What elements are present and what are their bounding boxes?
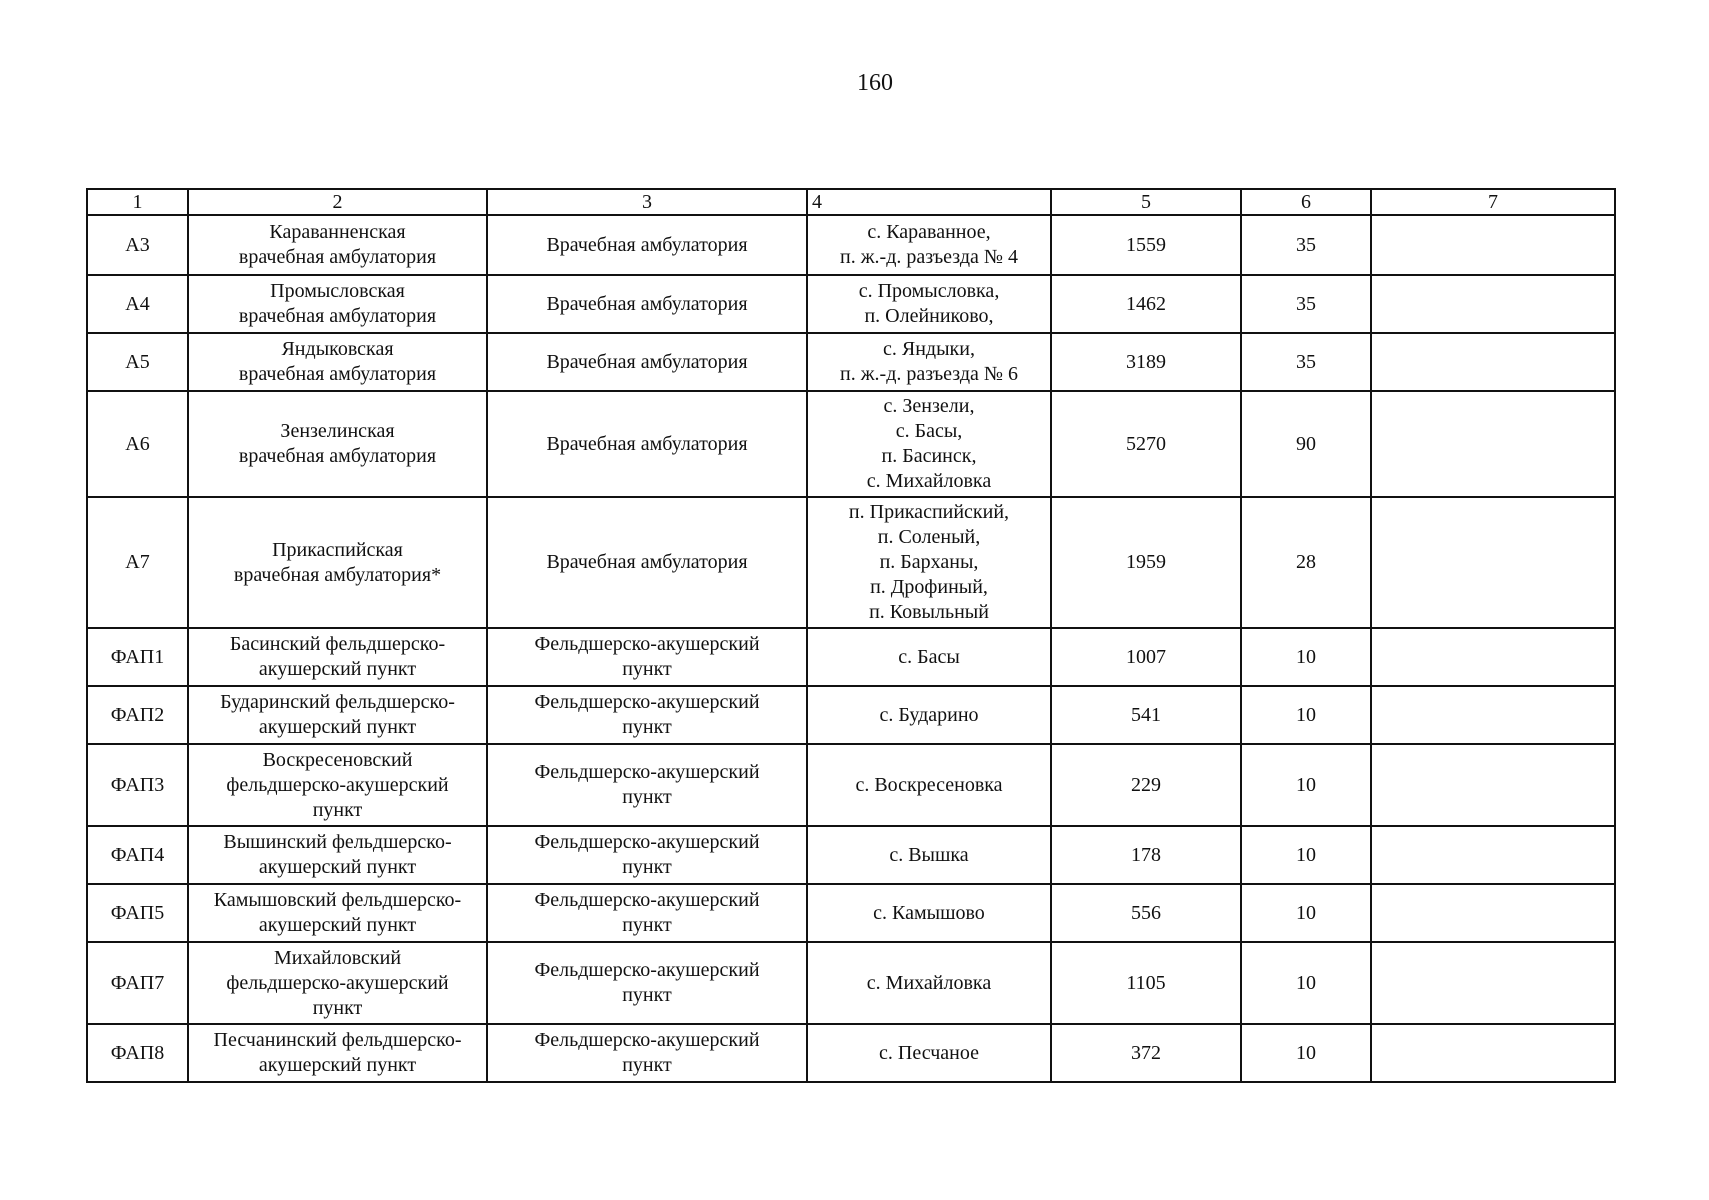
facility-name-line: Бударинский фельдшерско- <box>220 691 455 713</box>
table-row <box>87 333 1615 391</box>
facility-type-line: Врачебная амбулатория <box>546 350 748 373</box>
facility-type-cell <box>487 215 807 275</box>
location-line: с. Караванное, <box>867 221 991 243</box>
facility-type-cell <box>487 942 807 1024</box>
population-cell: 229 <box>1051 744 1241 826</box>
table-body <box>87 215 1615 1082</box>
table-row <box>87 744 1615 826</box>
column-6-cell: 10 <box>1241 1024 1371 1082</box>
facility-name-line: Михайловский <box>273 946 402 969</box>
facility-type-cell <box>487 826 807 884</box>
facility-name-line: акушерский пункт <box>258 658 417 680</box>
location-line: с. Михайловка <box>866 971 992 994</box>
facility-name-line: пункт <box>312 996 363 1019</box>
facility-type-cell <box>487 333 807 391</box>
facility-type-line: Фельдшерско-акушерский <box>534 761 760 783</box>
facility-type-line: Врачебная амбулатория <box>546 432 748 455</box>
table-row <box>87 1024 1615 1082</box>
column-6-cell: 10 <box>1241 744 1371 826</box>
facility-name-cell <box>188 275 487 333</box>
location-line: с. Промысловка, <box>858 280 1000 302</box>
facility-type-cell <box>487 275 807 333</box>
location-line: с. Басы, <box>895 420 963 442</box>
facility-name-line: врачебная амбулатория* <box>233 563 442 586</box>
location-line: п. ж.-д. разъезда № 6 <box>840 363 1018 385</box>
locations-cell <box>807 942 1051 1024</box>
locations-cell <box>807 215 1051 275</box>
column-6-cell: 28 <box>1241 497 1371 628</box>
facility-type-line: пункт <box>622 914 672 936</box>
facility-name-cell <box>188 215 487 275</box>
facility-name-line: врачебная амбулатория <box>238 246 437 268</box>
facility-name-cell <box>188 826 487 884</box>
facility-name-line: Промысловская <box>270 280 405 302</box>
facility-name-line: Камышовский фельдшерско- <box>213 889 462 911</box>
facility-type-cell <box>487 744 807 826</box>
locations-cell <box>807 275 1051 333</box>
location-line: п. Ковыльный <box>869 601 989 623</box>
facility-name-line: Зензелинская <box>280 420 395 442</box>
column-7-cell <box>1371 942 1615 1024</box>
population-cell: 372 <box>1051 1024 1241 1082</box>
facility-name-line: врачебная амбулатория <box>238 445 437 467</box>
column-header-4: 4 <box>807 189 1051 215</box>
page-number: 160 <box>857 70 893 96</box>
facility-type-line: Врачебная амбулатория <box>546 292 748 315</box>
facility-type-line: Фельдшерско-акушерский <box>534 831 760 853</box>
facility-name-cell <box>188 333 487 391</box>
column-header-2: 2 <box>188 189 487 215</box>
column-6-cell: 35 <box>1241 333 1371 391</box>
facility-name-line: фельдшерско-акушерский <box>226 971 449 994</box>
facility-name-line: акушерский пункт <box>258 914 417 936</box>
table-row <box>87 275 1615 333</box>
column-6-cell: 10 <box>1241 686 1371 744</box>
facility-type-line: пункт <box>622 1054 672 1076</box>
facility-type-line: Врачебная амбулатория <box>546 551 748 573</box>
facility-type-cell <box>487 628 807 686</box>
location-line: п. Прикаспийский, <box>848 501 1010 523</box>
location-line: с. Басы <box>898 645 960 668</box>
population-cell: 1959 <box>1051 497 1241 628</box>
column-header-5: 5 <box>1051 189 1241 215</box>
column-6-cell: 35 <box>1241 215 1371 275</box>
population-cell: 1559 <box>1051 215 1241 275</box>
facility-name-cell <box>188 686 487 744</box>
table-row <box>87 884 1615 942</box>
locations-cell <box>807 884 1051 942</box>
facility-code-cell: А6 <box>87 391 188 497</box>
facility-type-line: Фельдшерско-акушерский <box>534 959 760 981</box>
facility-name-cell <box>188 1024 487 1082</box>
column-6-cell: 90 <box>1241 391 1371 497</box>
facility-name-line: акушерский пункт <box>258 716 417 738</box>
location-line: с. Камышово <box>873 901 985 924</box>
population-cell: 5270 <box>1051 391 1241 497</box>
locations-cell <box>807 744 1051 826</box>
facility-type-line: пункт <box>622 786 672 808</box>
facility-code-cell: ФАП2 <box>87 686 188 744</box>
facility-name-cell <box>188 391 487 497</box>
column-7-cell <box>1371 628 1615 686</box>
table-row <box>87 628 1615 686</box>
facility-type-line: Фельдшерско-акушерский <box>534 633 760 655</box>
facility-name-line: Караванненская <box>269 221 406 243</box>
facilities-table <box>86 188 1616 1083</box>
facility-name-line: акушерский пункт <box>258 1054 417 1076</box>
facility-name-line: фельдшерско-акушерский <box>226 773 449 796</box>
facility-name-line: Прикаспийская <box>272 538 403 561</box>
facility-type-line: пункт <box>622 984 672 1006</box>
facility-name-line: Вышинский фельдшерско- <box>223 831 452 853</box>
facility-type-cell <box>487 391 807 497</box>
column-7-cell <box>1371 215 1615 275</box>
facility-name-cell <box>188 497 487 628</box>
population-cell: 541 <box>1051 686 1241 744</box>
column-7-cell <box>1371 1024 1615 1082</box>
facility-name-cell <box>188 942 487 1024</box>
population-cell: 178 <box>1051 826 1241 884</box>
locations-cell <box>807 1024 1051 1082</box>
location-line: с. Бударино <box>879 703 979 726</box>
facility-code-cell: ФАП5 <box>87 884 188 942</box>
column-7-cell <box>1371 275 1615 333</box>
facility-code-cell: ФАП1 <box>87 628 188 686</box>
column-header-7: 7 <box>1371 189 1615 215</box>
column-7-cell <box>1371 497 1615 628</box>
facility-name-line: Яндыковская <box>281 338 394 360</box>
facility-name-line: пункт <box>312 798 363 821</box>
facility-type-cell <box>487 686 807 744</box>
facility-name-cell <box>188 884 487 942</box>
facility-name-line: акушерский пункт <box>258 856 417 878</box>
facility-code-cell: А3 <box>87 215 188 275</box>
location-line: п. Дрофиный, <box>870 576 988 598</box>
locations-cell <box>807 628 1051 686</box>
facility-type-cell <box>487 497 807 628</box>
column-6-cell: 10 <box>1241 826 1371 884</box>
table-row <box>87 391 1615 497</box>
column-7-cell <box>1371 826 1615 884</box>
facility-code-cell: А7 <box>87 497 188 628</box>
column-header-6: 6 <box>1241 189 1371 215</box>
facility-type-line: пункт <box>622 716 672 738</box>
column-7-cell <box>1371 686 1615 744</box>
population-cell: 3189 <box>1051 333 1241 391</box>
locations-cell <box>807 686 1051 744</box>
locations-cell <box>807 826 1051 884</box>
facility-code-cell: ФАП8 <box>87 1024 188 1082</box>
location-line: п. Олейниково, <box>864 305 994 327</box>
facility-code-cell: ФАП4 <box>87 826 188 884</box>
facility-name-line: Песчанинский фельдшерско- <box>213 1029 462 1051</box>
location-line: п. ж.-д. разъезда № 4 <box>840 246 1018 268</box>
location-line: с. Вышка <box>889 843 969 866</box>
column-6-cell: 10 <box>1241 628 1371 686</box>
population-cell: 556 <box>1051 884 1241 942</box>
facility-type-line: пункт <box>622 658 672 680</box>
location-line: с. Яндыки, <box>883 338 975 360</box>
facility-code-cell: А4 <box>87 275 188 333</box>
column-header-3: 3 <box>487 189 807 215</box>
facility-name-line: Басинский фельдшерско- <box>229 633 446 655</box>
locations-cell <box>807 391 1051 497</box>
column-7-cell <box>1371 884 1615 942</box>
facility-code-cell: А5 <box>87 333 188 391</box>
facility-type-line: Фельдшерско-акушерский <box>534 889 760 911</box>
facility-name-cell <box>188 744 487 826</box>
location-line: с. Песчаное <box>879 1041 979 1064</box>
population-cell: 1007 <box>1051 628 1241 686</box>
location-line: п. Басинск, <box>881 445 977 467</box>
table-row <box>87 686 1615 744</box>
table-row <box>87 826 1615 884</box>
header-row <box>87 189 1615 215</box>
location-line: с. Зензели, <box>883 395 975 417</box>
table-row <box>87 497 1615 628</box>
facility-type-cell <box>487 884 807 942</box>
facility-name-line: врачебная амбулатория <box>238 363 437 385</box>
column-7-cell <box>1371 391 1615 497</box>
location-line: с. Михайловка <box>866 470 992 492</box>
facility-type-line: Фельдшерско-акушерский <box>534 1029 760 1051</box>
column-header-1: 1 <box>87 189 188 215</box>
location-line: с. Воскресеновка <box>855 773 1003 796</box>
column-6-cell: 10 <box>1241 884 1371 942</box>
column-7-cell <box>1371 744 1615 826</box>
facility-name-cell <box>188 628 487 686</box>
column-7-cell <box>1371 333 1615 391</box>
facility-type-line: пункт <box>622 856 672 878</box>
facility-name-line: Воскресеновский <box>262 748 413 771</box>
column-6-cell: 10 <box>1241 942 1371 1024</box>
facility-code-cell: ФАП7 <box>87 942 188 1024</box>
table-row <box>87 942 1615 1024</box>
table-row <box>87 215 1615 275</box>
population-cell: 1462 <box>1051 275 1241 333</box>
locations-cell <box>807 333 1051 391</box>
facility-type-cell <box>487 1024 807 1082</box>
location-line: п. Барханы, <box>879 551 979 573</box>
facility-type-line: Врачебная амбулатория <box>546 233 748 256</box>
facility-name-line: врачебная амбулатория <box>238 305 437 327</box>
facility-code-cell: ФАП3 <box>87 744 188 826</box>
population-cell: 1105 <box>1051 942 1241 1024</box>
column-6-cell: 35 <box>1241 275 1371 333</box>
location-line: п. Соленый, <box>877 526 981 548</box>
locations-cell <box>807 497 1051 628</box>
facility-type-line: Фельдшерско-акушерский <box>534 691 760 713</box>
